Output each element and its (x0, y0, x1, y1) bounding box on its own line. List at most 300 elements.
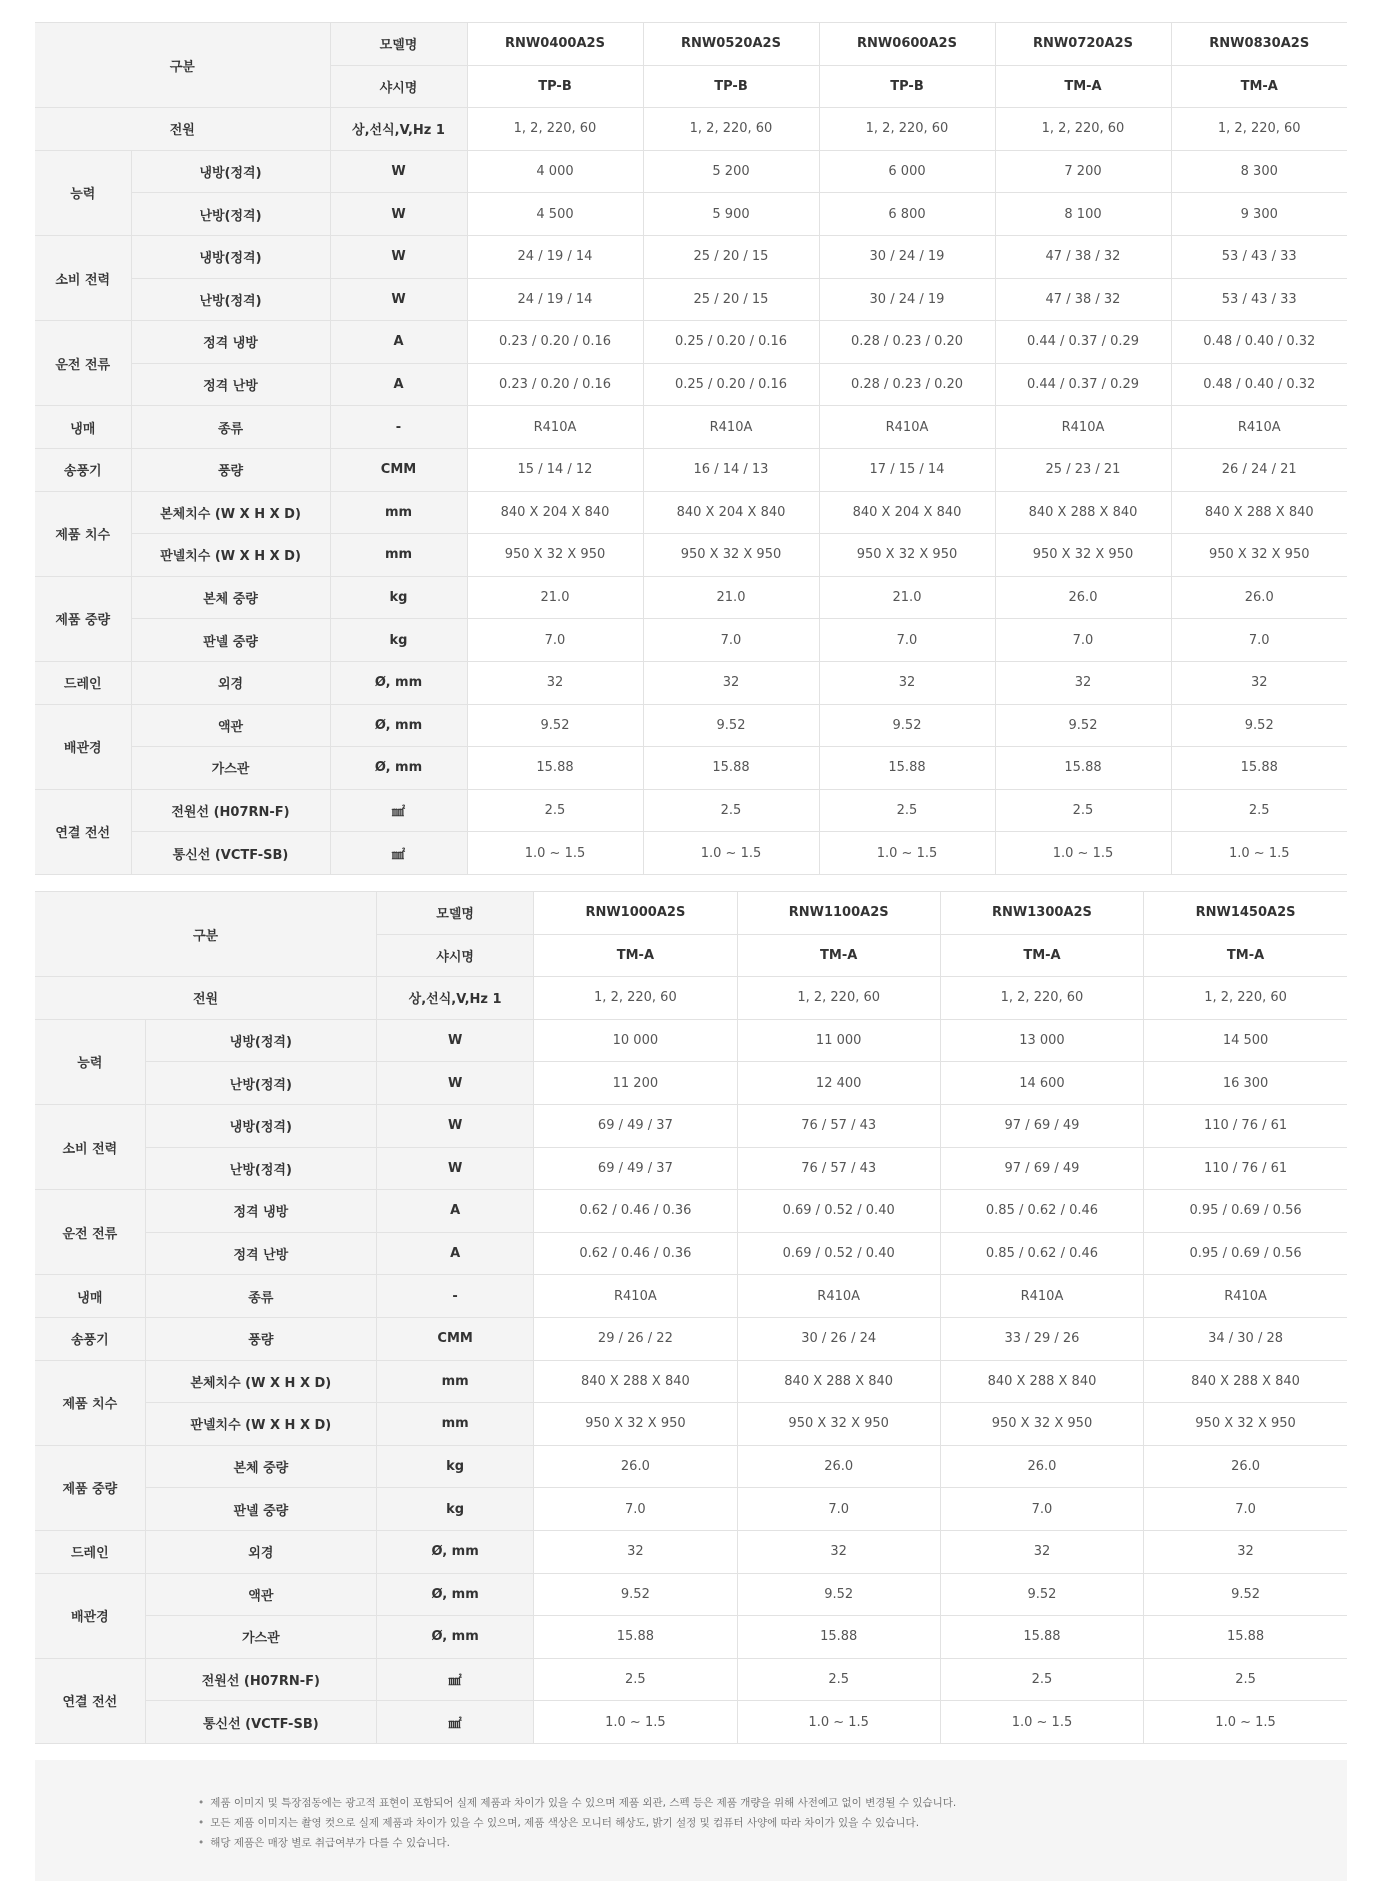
table-cell: 15.88 (643, 747, 819, 790)
row-unit-label: W (330, 150, 467, 193)
table-row (35, 1445, 1347, 1488)
table-row (35, 1488, 1347, 1531)
table-row (35, 1530, 1347, 1573)
table-row (35, 977, 1347, 1020)
table-cell: 15.88 (1171, 747, 1347, 790)
chassis-name-cell: TM-A (737, 934, 940, 977)
table-cell: 5 200 (643, 150, 819, 193)
table-cell: 26.0 (940, 1445, 1143, 1488)
table-cell: 2.5 (1171, 789, 1347, 832)
table-row (35, 704, 1347, 747)
table-cell: 950 X 32 X 950 (940, 1403, 1143, 1446)
table-cell: 0.69 / 0.52 / 0.40 (737, 1190, 940, 1233)
row-item-label: 냉방(정격) (131, 150, 330, 193)
table-cell: 32 (995, 661, 1171, 704)
row-group-header: 전원 (35, 977, 377, 1020)
row-group-header: 배관경 (35, 1573, 145, 1658)
table-cell: 6 000 (819, 150, 995, 193)
row-unit-label: 모델명 (377, 892, 534, 935)
model-name-cell: RNW0720A2S (995, 23, 1171, 66)
table-cell: 0.28 / 0.23 / 0.20 (819, 363, 995, 406)
table-cell: 14 500 (1144, 1019, 1347, 1062)
table-cell: 840 X 204 X 840 (467, 491, 643, 534)
row-group-header: 운전 전류 (35, 321, 131, 406)
table-row (35, 1658, 1347, 1701)
table-cell: 110 / 76 / 61 (1144, 1147, 1347, 1190)
table-cell: 9 300 (1171, 193, 1347, 236)
table-cell: R410A (534, 1275, 737, 1318)
table-cell: 0.23 / 0.20 / 0.16 (467, 363, 643, 406)
row-group-header: 구분 (35, 23, 330, 108)
row-item-label: 난방(정격) (145, 1147, 376, 1190)
row-unit-label: 상,선식,V,Hz 1 (330, 108, 467, 151)
row-unit-label: Ø, mm (377, 1616, 534, 1659)
table-cell: 24 / 19 / 14 (467, 235, 643, 278)
table-cell: 26 / 24 / 21 (1171, 448, 1347, 491)
table-row (35, 789, 1347, 832)
row-unit-label: Ø, mm (330, 661, 467, 704)
row-unit-label: mm (330, 491, 467, 534)
table-row (35, 661, 1347, 704)
table-cell: R410A (1171, 406, 1347, 449)
table-cell: 10 000 (534, 1019, 737, 1062)
table-cell: 950 X 32 X 950 (819, 534, 995, 577)
row-item-label: 통신선 (VCTF-SB) (145, 1701, 376, 1744)
table-cell: 1, 2, 220, 60 (643, 108, 819, 151)
table-row (35, 1701, 1347, 1744)
table-cell: 0.95 / 0.69 / 0.56 (1144, 1190, 1347, 1233)
table-row (35, 193, 1347, 236)
row-group-header: 송풍기 (35, 1317, 145, 1360)
table-cell: 7.0 (467, 619, 643, 662)
row-unit-label: kg (377, 1445, 534, 1488)
row-item-label: 풍량 (145, 1317, 376, 1360)
table-cell: 30 / 24 / 19 (819, 235, 995, 278)
row-unit-label: W (377, 1147, 534, 1190)
table-cell: R410A (643, 406, 819, 449)
model-name-cell: RNW1300A2S (940, 892, 1143, 935)
row-unit-label: W (377, 1019, 534, 1062)
row-group-header: 소비 전력 (35, 235, 131, 320)
table-cell: 47 / 38 / 32 (995, 235, 1171, 278)
table-cell: 9.52 (534, 1573, 737, 1616)
table-cell: 9.52 (940, 1573, 1143, 1616)
table-cell: 32 (467, 661, 643, 704)
table-cell: 840 X 288 X 840 (1171, 491, 1347, 534)
table-row (35, 363, 1347, 406)
row-group-header: 능력 (35, 1019, 145, 1104)
row-item-label: 판넬 중량 (131, 619, 330, 662)
table-cell: 0.25 / 0.20 / 0.16 (643, 321, 819, 364)
table-cell: 9.52 (1144, 1573, 1347, 1616)
row-unit-label: ㎟ (377, 1701, 534, 1744)
table-cell: 1, 2, 220, 60 (940, 977, 1143, 1020)
table-row (35, 491, 1347, 534)
row-item-label: 가스관 (131, 747, 330, 790)
model-name-cell: RNW0400A2S (467, 23, 643, 66)
table-cell: 8 100 (995, 193, 1171, 236)
row-item-label: 난방(정격) (131, 278, 330, 321)
table-row (35, 278, 1347, 321)
table-cell: 26.0 (534, 1445, 737, 1488)
row-item-label: 정격 난방 (145, 1232, 376, 1275)
spec-table-2 (35, 891, 1347, 1744)
table-cell: 840 X 288 X 840 (1144, 1360, 1347, 1403)
chassis-name-cell: TM-A (1171, 65, 1347, 108)
model-name-cell: RNW1100A2S (737, 892, 940, 935)
row-unit-label: Ø, mm (377, 1573, 534, 1616)
row-unit-label: W (330, 278, 467, 321)
table-cell: 0.62 / 0.46 / 0.36 (534, 1190, 737, 1233)
table-cell: 110 / 76 / 61 (1144, 1104, 1347, 1147)
table-cell: R410A (819, 406, 995, 449)
table-cell: 76 / 57 / 43 (737, 1104, 940, 1147)
model-name-cell: RNW0600A2S (819, 23, 995, 66)
table-cell: 1.0 ~ 1.5 (534, 1701, 737, 1744)
table-cell: 25 / 23 / 21 (995, 448, 1171, 491)
table-row (35, 1275, 1347, 1318)
table-row (35, 406, 1347, 449)
row-item-label: 종류 (145, 1275, 376, 1318)
table-cell: 32 (534, 1530, 737, 1573)
row-item-label: 정격 냉방 (145, 1190, 376, 1233)
table-cell: 15 / 14 / 12 (467, 448, 643, 491)
table-row (35, 235, 1347, 278)
row-group-header: 운전 전류 (35, 1190, 145, 1275)
table-cell: 32 (643, 661, 819, 704)
table-cell: 9.52 (995, 704, 1171, 747)
row-item-label: 정격 냉방 (131, 321, 330, 364)
row-group-header: 구분 (35, 892, 377, 977)
row-item-label: 가스관 (145, 1616, 376, 1659)
table-cell: 5 900 (643, 193, 819, 236)
row-item-label: 액관 (145, 1573, 376, 1616)
table-cell: 26.0 (737, 1445, 940, 1488)
row-group-header: 냉매 (35, 406, 131, 449)
table-cell: 840 X 204 X 840 (643, 491, 819, 534)
row-item-label: 정격 난방 (131, 363, 330, 406)
table-cell: 26.0 (995, 576, 1171, 619)
table-cell: 0.95 / 0.69 / 0.56 (1144, 1232, 1347, 1275)
table-cell: R410A (467, 406, 643, 449)
table-cell: 0.44 / 0.37 / 0.29 (995, 363, 1171, 406)
table-cell: 950 X 32 X 950 (534, 1403, 737, 1446)
model-name-cell: RNW0830A2S (1171, 23, 1347, 66)
table-row (35, 1232, 1347, 1275)
table-cell: 1.0 ~ 1.5 (995, 832, 1171, 875)
table-cell: 21.0 (643, 576, 819, 619)
table-row (35, 534, 1347, 577)
table-cell: 32 (940, 1530, 1143, 1573)
table-row (35, 448, 1347, 491)
row-item-label: 난방(정격) (131, 193, 330, 236)
table-cell: 0.48 / 0.40 / 0.32 (1171, 321, 1347, 364)
row-item-label: 종류 (131, 406, 330, 449)
table-cell: 1, 2, 220, 60 (995, 108, 1171, 151)
row-group-header: 연결 전선 (35, 1658, 145, 1743)
row-unit-label: CMM (330, 448, 467, 491)
table-cell: 950 X 32 X 950 (995, 534, 1171, 577)
row-group-header: 냉매 (35, 1275, 145, 1318)
table-cell: 9.52 (819, 704, 995, 747)
table-cell: 840 X 288 X 840 (995, 491, 1171, 534)
table-cell: 21.0 (467, 576, 643, 619)
table-row (35, 747, 1347, 790)
table-cell: 34 / 30 / 28 (1144, 1317, 1347, 1360)
table-cell: 47 / 38 / 32 (995, 278, 1171, 321)
table-cell: 2.5 (1144, 1658, 1347, 1701)
table-cell: 7.0 (737, 1488, 940, 1531)
row-unit-label: mm (377, 1360, 534, 1403)
table-cell: 25 / 20 / 15 (643, 235, 819, 278)
table-cell: 7.0 (995, 619, 1171, 662)
table-cell: 1, 2, 220, 60 (1171, 108, 1347, 151)
row-group-header: 제품 치수 (35, 1360, 145, 1445)
notes-list (35, 1760, 1347, 1853)
row-item-label: 본체치수 (W X H X D) (131, 491, 330, 534)
row-item-label: 냉방(정격) (131, 235, 330, 278)
table-row (35, 23, 1347, 66)
row-item-label: 통신선 (VCTF-SB) (131, 832, 330, 875)
spec-table-1 (35, 22, 1347, 875)
row-unit-label: - (330, 406, 467, 449)
row-unit-label: Ø, mm (330, 704, 467, 747)
table-cell: 840 X 288 X 840 (940, 1360, 1143, 1403)
table-cell: 14 600 (940, 1062, 1143, 1105)
row-unit-label: A (330, 321, 467, 364)
row-unit-label: ㎟ (330, 832, 467, 875)
table-cell: 53 / 43 / 33 (1171, 278, 1347, 321)
table-cell: 12 400 (737, 1062, 940, 1105)
table-cell: 16 300 (1144, 1062, 1347, 1105)
table-cell: 2.5 (534, 1658, 737, 1701)
row-item-label: 본체 중량 (131, 576, 330, 619)
table-row (35, 619, 1347, 662)
table-row (35, 150, 1347, 193)
table-cell: 2.5 (819, 789, 995, 832)
table-cell: 2.5 (467, 789, 643, 832)
table-cell: 17 / 15 / 14 (819, 448, 995, 491)
chassis-name-cell: TP-B (819, 65, 995, 108)
table-cell: 7.0 (643, 619, 819, 662)
table-cell: 76 / 57 / 43 (737, 1147, 940, 1190)
chassis-name-cell: TM-A (1144, 934, 1347, 977)
table-cell: 840 X 204 X 840 (819, 491, 995, 534)
table-cell: 7.0 (940, 1488, 1143, 1531)
row-unit-label: W (377, 1062, 534, 1105)
row-group-header: 드레인 (35, 661, 131, 704)
row-item-label: 판넬 중량 (145, 1488, 376, 1531)
table-cell: 24 / 19 / 14 (467, 278, 643, 321)
table-cell: 97 / 69 / 49 (940, 1104, 1143, 1147)
table-cell: 1, 2, 220, 60 (819, 108, 995, 151)
table-cell: R410A (1144, 1275, 1347, 1318)
table-cell: 16 / 14 / 13 (643, 448, 819, 491)
row-unit-label: 샤시명 (330, 65, 467, 108)
table-cell: 1.0 ~ 1.5 (467, 832, 643, 875)
table-cell: 15.88 (819, 747, 995, 790)
table-cell: 32 (819, 661, 995, 704)
table-row (35, 1062, 1347, 1105)
table-cell: 69 / 49 / 37 (534, 1147, 737, 1190)
table-row (35, 108, 1347, 151)
table-cell: 25 / 20 / 15 (643, 278, 819, 321)
row-item-label: 외경 (145, 1530, 376, 1573)
table-cell: 15.88 (995, 747, 1171, 790)
row-group-header: 제품 치수 (35, 491, 131, 576)
model-name-cell: RNW0520A2S (643, 23, 819, 66)
table-cell: 0.62 / 0.46 / 0.36 (534, 1232, 737, 1275)
table-cell: 0.69 / 0.52 / 0.40 (737, 1232, 940, 1275)
table-cell: 53 / 43 / 33 (1171, 235, 1347, 278)
table-cell: 15.88 (534, 1616, 737, 1659)
table-cell: 29 / 26 / 22 (534, 1317, 737, 1360)
row-unit-label: kg (377, 1488, 534, 1531)
table-cell: 2.5 (995, 789, 1171, 832)
notes-box (35, 1760, 1347, 1881)
row-group-header: 능력 (35, 150, 131, 235)
table-row (35, 1104, 1347, 1147)
table-cell: 15.88 (737, 1616, 940, 1659)
row-unit-label: ㎟ (330, 789, 467, 832)
row-item-label: 본체 중량 (145, 1445, 376, 1488)
table-cell: 9.52 (1171, 704, 1347, 747)
table-cell: 1, 2, 220, 60 (467, 108, 643, 151)
table-cell: 0.48 / 0.40 / 0.32 (1171, 363, 1347, 406)
table-cell: 15.88 (940, 1616, 1143, 1659)
row-item-label: 전원선 (H07RN-F) (145, 1658, 376, 1701)
table-cell: 1.0 ~ 1.5 (737, 1701, 940, 1744)
table-cell: 6 800 (819, 193, 995, 236)
table-cell: 7 200 (995, 150, 1171, 193)
table-cell: 32 (737, 1530, 940, 1573)
table-cell: 9.52 (737, 1573, 940, 1616)
table-cell: 0.23 / 0.20 / 0.16 (467, 321, 643, 364)
row-item-label: 판넬치수 (W X H X D) (131, 534, 330, 577)
table-cell: 1.0 ~ 1.5 (1171, 832, 1347, 875)
table-cell: 15.88 (467, 747, 643, 790)
row-unit-label: W (330, 193, 467, 236)
table-cell: 30 / 26 / 24 (737, 1317, 940, 1360)
table-cell: 15.88 (1144, 1616, 1347, 1659)
table-cell: 840 X 288 X 840 (737, 1360, 940, 1403)
row-group-header: 제품 중량 (35, 576, 131, 661)
chassis-name-cell: TP-B (467, 65, 643, 108)
table-cell: 32 (1171, 661, 1347, 704)
table-cell: 4 000 (467, 150, 643, 193)
chassis-name-cell: TP-B (643, 65, 819, 108)
row-unit-label: A (377, 1232, 534, 1275)
row-group-header: 전원 (35, 108, 330, 151)
table-cell: 950 X 32 X 950 (1171, 534, 1347, 577)
table-row (35, 832, 1347, 875)
row-item-label: 풍량 (131, 448, 330, 491)
table-cell: 950 X 32 X 950 (467, 534, 643, 577)
table-row (35, 576, 1347, 619)
table-cell: 7.0 (819, 619, 995, 662)
table-cell: 4 500 (467, 193, 643, 236)
model-name-cell: RNW1000A2S (534, 892, 737, 935)
table-cell: 8 300 (1171, 150, 1347, 193)
row-unit-label: A (330, 363, 467, 406)
note-item: • 제품 이미지 및 특장점동에는 광고적 표현이 포함되어 실제 제품과 차이가 있을 수 있으며 제품 외관, 스펙 등은 제품 개량을 위해 사전예고 없이 변경될 수 있습니다. (198, 1793, 1347, 1813)
table-cell: 69 / 49 / 37 (534, 1104, 737, 1147)
table-cell: 1.0 ~ 1.5 (940, 1701, 1143, 1744)
chassis-name-cell: TM-A (995, 65, 1171, 108)
row-unit-label: 상,선식,V,Hz 1 (377, 977, 534, 1020)
table-cell: 11 000 (737, 1019, 940, 1062)
table-cell: 0.25 / 0.20 / 0.16 (643, 363, 819, 406)
table-row (35, 1403, 1347, 1446)
table-row (35, 321, 1347, 364)
table-cell: 13 000 (940, 1019, 1143, 1062)
row-unit-label: 모델명 (330, 23, 467, 66)
row-unit-label: - (377, 1275, 534, 1318)
chassis-name-cell: TM-A (940, 934, 1143, 977)
table-cell: 1.0 ~ 1.5 (819, 832, 995, 875)
row-unit-label: kg (330, 576, 467, 619)
table-cell: 97 / 69 / 49 (940, 1147, 1143, 1190)
row-group-header: 제품 중량 (35, 1445, 145, 1530)
table-cell: 26.0 (1171, 576, 1347, 619)
row-group-header: 배관경 (35, 704, 131, 789)
row-item-label: 외경 (131, 661, 330, 704)
table-row (35, 1190, 1347, 1233)
row-unit-label: 샤시명 (377, 934, 534, 977)
table-cell: 2.5 (737, 1658, 940, 1701)
row-group-header: 연결 전선 (35, 789, 131, 874)
table-cell: R410A (995, 406, 1171, 449)
table-cell: R410A (737, 1275, 940, 1318)
row-item-label: 전원선 (H07RN-F) (131, 789, 330, 832)
table-row (35, 1317, 1347, 1360)
table-cell: 9.52 (467, 704, 643, 747)
row-item-label: 냉방(정격) (145, 1019, 376, 1062)
model-name-cell: RNW1450A2S (1144, 892, 1347, 935)
table-cell: 0.28 / 0.23 / 0.20 (819, 321, 995, 364)
row-item-label: 액관 (131, 704, 330, 747)
row-unit-label: kg (330, 619, 467, 662)
row-unit-label: CMM (377, 1317, 534, 1360)
table-cell: 7.0 (1171, 619, 1347, 662)
row-item-label: 판넬치수 (W X H X D) (145, 1403, 376, 1446)
table-cell: 0.85 / 0.62 / 0.46 (940, 1232, 1143, 1275)
table-cell: 2.5 (940, 1658, 1143, 1701)
row-unit-label: mm (377, 1403, 534, 1446)
table-cell: 33 / 29 / 26 (940, 1317, 1143, 1360)
row-group-header: 송풍기 (35, 448, 131, 491)
row-unit-label: W (377, 1104, 534, 1147)
table-cell: 7.0 (534, 1488, 737, 1531)
table-cell: 21.0 (819, 576, 995, 619)
table-row (35, 1019, 1347, 1062)
table-row (35, 1573, 1347, 1616)
table-cell: 1.0 ~ 1.5 (1144, 1701, 1347, 1744)
table-cell: 1, 2, 220, 60 (1144, 977, 1347, 1020)
table-cell: 30 / 24 / 19 (819, 278, 995, 321)
row-item-label: 난방(정격) (145, 1062, 376, 1105)
table-cell: 1, 2, 220, 60 (534, 977, 737, 1020)
table-cell: 32 (1144, 1530, 1347, 1573)
row-unit-label: Ø, mm (330, 747, 467, 790)
row-item-label: 냉방(정격) (145, 1104, 376, 1147)
table-cell: 11 200 (534, 1062, 737, 1105)
row-group-header: 드레인 (35, 1530, 145, 1573)
chassis-name-cell: TM-A (534, 934, 737, 977)
table-row (35, 892, 1347, 935)
note-item: • 해당 제품은 매장 별로 취급여부가 다를 수 있습니다. (198, 1833, 1347, 1853)
row-unit-label: A (377, 1190, 534, 1233)
